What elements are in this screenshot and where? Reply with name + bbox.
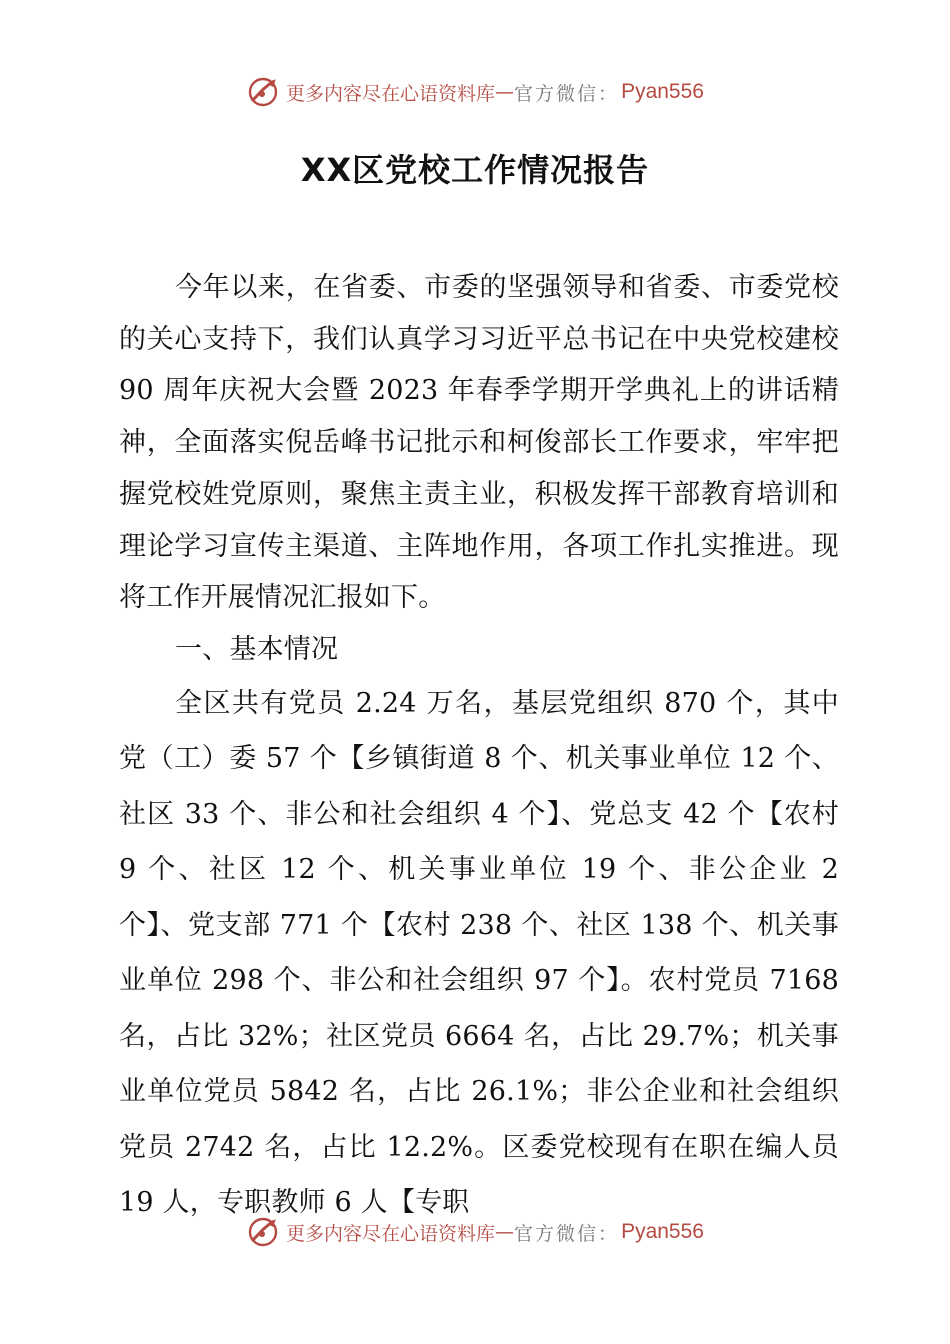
pen-logo-icon xyxy=(246,1215,280,1249)
header-banner xyxy=(0,72,950,112)
banner-separator: — xyxy=(495,1221,515,1243)
paragraph-intro: 今年以来，在省委、市委的坚强领导和省委、市委党校的关心支持下，我们认真学习习近平总书记在中央党校建校 90 周年庆祝大会暨 2023 年春季学期开学典礼上的讲话精神，全面落实倪岳峰书记批示和柯俊部长工作要求，牢牢把握党校姓党原则，聚焦主责主业，积极发挥干部教育培训和理论学习宣传主渠道、主阵地作用，各项工作扎实推进。现将工作开展情况汇报如下。 xyxy=(119,272,839,614)
banner-wechat-label: 官方微信： xyxy=(514,82,620,105)
section-heading: 一、基本情况 xyxy=(175,633,339,665)
footer-banner xyxy=(0,1212,950,1252)
banner-separator: — xyxy=(495,81,515,103)
banner-text: 更多内容尽在心语资料库 xyxy=(286,1222,496,1245)
document-body xyxy=(119,262,839,1231)
banner-wechat-label: 官方微信： xyxy=(514,1222,620,1245)
banner-wechat-id: Pyan556 xyxy=(621,80,704,103)
paragraph-basic-info: 全区共有党员 2.24 万名，基层党组织 870 个，其中党（工）委 57 个【乡镇街道 8 个、机关事业单位 12 个、社区 33 个、非公和社会组织 4 个】、党总支 42 个【农村 9 个、社区 12 个、机关事业单位 19 个、非公企业 2 个】、党支部 771 个【农村 238 个、社区 138 个、机关事业单位 298 个、非公和社会组织 97 个】。农村党员 7168 名，占比 32%；社区党员 6664 名，占比 29.7%；机关事业单位党员 5842 名，占比 26.1%；非公企业和社会组织党员 2742 名，占比 12.2%。区委党校现有在职在编人员 19 人，专职教师 6 人【专职 xyxy=(119,687,839,1219)
pen-logo-icon xyxy=(246,75,280,109)
banner-wechat-id: Pyan556 xyxy=(621,1220,704,1243)
document-title: XX区党校工作情况报告 xyxy=(300,151,650,189)
banner-text: 更多内容尽在心语资料库 xyxy=(286,82,496,105)
